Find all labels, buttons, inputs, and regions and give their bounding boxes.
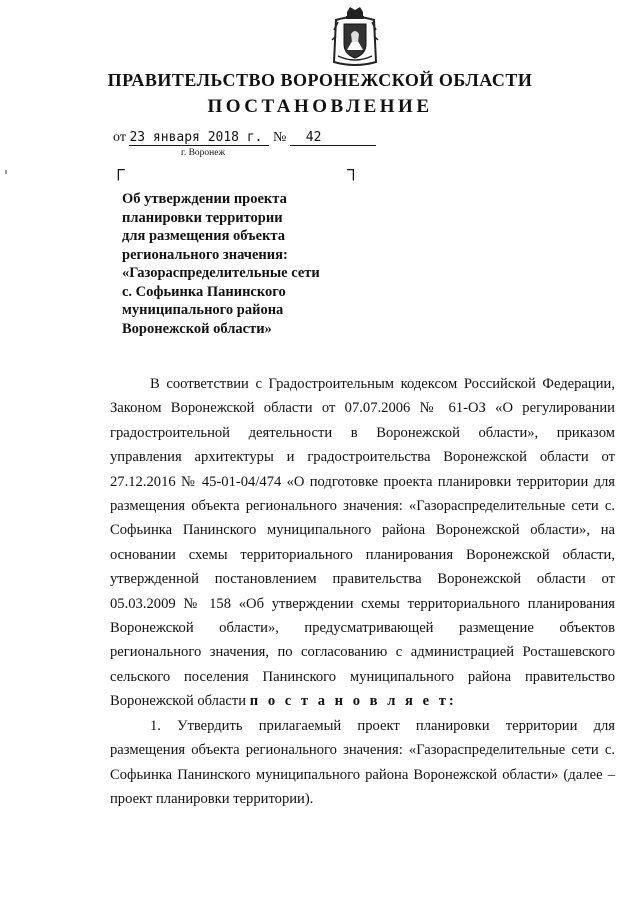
document-date-line [113, 130, 376, 146]
clause-1-paragraph: 1. Утвердить прилагаемый проект планировки территории для размещения объекта регионального значения: «Газораспределительные сети с. Софьинка Панинского муниципального района Воронежской области» (далее – проект планировки территории). [110, 717, 615, 807]
subject-line: планировки территории [122, 209, 283, 226]
preamble-text: В соответствии с Градостроительным кодексом Российской Федерации, Законом Воронежской области от 07.07.2006 № 61-ОЗ «О регулировании градостроительной деятельности в Воронежской области», приказом управления архитектуры и градостроительства Воронежской области от 27.12.2016 № 45-01-04/474 «О подготовке проекта планировки территории для размещения объекта регионального значения: «Газораспределительные сети с. Софьинка Панинского муниципального района Воронежской области», на основании схемы территориального планирования Воронежской области, утвержденной постановлением правительства Воронежской области от 05.03.2009 № 158 «Об утверждении схемы территориального планирования Воронежской области», предусматривающей размещение объектов регионального значения, по согласованию с администрацией Росташевского сельского поселения Панинского муниципального района правительство Воронежской области [110, 376, 615, 710]
document-type: ПОСТАНОВЛЕНИЕ [207, 96, 433, 117]
subject-line: с. Софьинка Панинского [122, 283, 286, 300]
subject-line: Об утверждении проекта [122, 191, 287, 207]
from-label: от [113, 130, 126, 145]
subject-line: регионального значения: [122, 246, 288, 263]
coat-of-arms-icon [330, 6, 380, 68]
corner-mark-left: ┌ [112, 159, 125, 179]
subject-line: муниципального района [122, 302, 284, 318]
corner-mark-right: ┐ [347, 159, 360, 179]
subject-line: «Газораспределительные сети [122, 265, 320, 281]
scan-mark [5, 170, 7, 174]
subject-line: для размещения объекта [122, 228, 285, 244]
document-body [110, 372, 615, 811]
document-subject [122, 190, 352, 338]
decree-word: п о с т а н о в л я е т: [249, 693, 457, 710]
subject-line: Воронежской области» [122, 320, 272, 337]
preamble-paragraph [110, 372, 615, 714]
document-number: 42 [290, 130, 376, 146]
number-label: № [272, 130, 287, 145]
document-city: г. Воронеж [181, 148, 226, 158]
government-name: ПРАВИТЕЛЬСТВО ВОРОНЕЖСКОЙ ОБЛАСТИ [107, 70, 533, 90]
document-date: 23 января 2018 г. [129, 130, 269, 146]
